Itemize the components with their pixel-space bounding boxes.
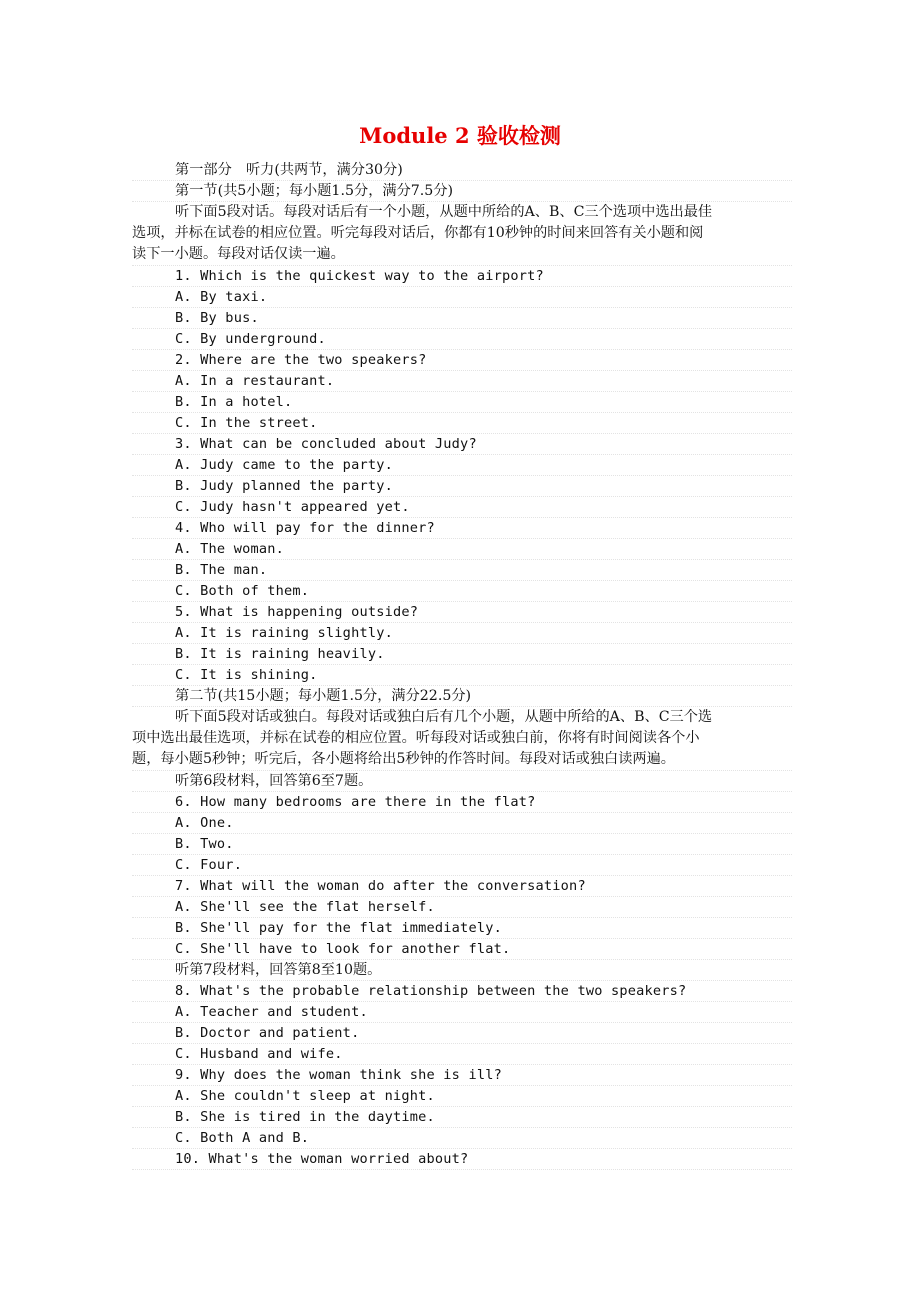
question-line: 1. Which is the quickest way to the airport? bbox=[132, 266, 792, 287]
question-line: B. Doctor and patient. bbox=[132, 1023, 792, 1044]
question-line: C. Both of them. bbox=[132, 581, 792, 602]
question-line: C. Husband and wife. bbox=[132, 1044, 792, 1065]
question-line: B. It is raining heavily. bbox=[132, 644, 792, 665]
question-line: A. She'll see the flat herself. bbox=[132, 897, 792, 918]
question-list-material6 bbox=[132, 792, 792, 960]
question-line: 3. What can be concluded about Judy? bbox=[132, 434, 792, 455]
question-line: A. The woman. bbox=[132, 539, 792, 560]
question-line: 7. What will the woman do after the conversation? bbox=[132, 876, 792, 897]
instruction-line: 选项，并标在试卷的相应位置。听完每段对话后，你都有10秒钟的时间来回答有关小题和阅 bbox=[132, 225, 704, 241]
instructions-paragraph-2 bbox=[132, 707, 792, 771]
question-line: 4. Who will pay for the dinner? bbox=[132, 518, 792, 539]
question-list-section1 bbox=[132, 266, 792, 686]
part-heading: 第一部分 听力(共两节，满分30分) bbox=[132, 160, 792, 181]
question-line: 6. How many bedrooms are there in the flat? bbox=[132, 792, 792, 813]
question-line: C. By underground. bbox=[132, 329, 792, 350]
question-line: B. She'll pay for the flat immediately. bbox=[132, 918, 792, 939]
question-line: A. It is raining slightly. bbox=[132, 623, 792, 644]
question-line: B. She is tired in the daytime. bbox=[132, 1107, 792, 1128]
page-title: Module 2 验收检测 bbox=[359, 123, 561, 148]
question-line: 5. What is happening outside? bbox=[132, 602, 792, 623]
question-line: C. It is shining. bbox=[132, 665, 792, 686]
question-line: A. Teacher and student. bbox=[132, 1002, 792, 1023]
instruction-line: 听下面5段对话。每段对话后有一个小题，从题中所给的A、B、C三个选项中选出最佳 bbox=[175, 204, 713, 220]
section-heading-2: 第二节(共15小题；每小题1.5分，满分22.5分) bbox=[132, 686, 792, 707]
instruction-line: 读下一小题。每段对话仅读一遍。 bbox=[132, 246, 345, 262]
question-line: A. Judy came to the party. bbox=[132, 455, 792, 476]
instruction-line: 题，每小题5秒钟；听完后，各小题将给出5秒钟的作答时间。每段对话或独白读两遍。 bbox=[132, 751, 675, 767]
material-heading-6: 听第6段材料，回答第6至7题。 bbox=[132, 771, 792, 792]
question-line: B. The man. bbox=[132, 560, 792, 581]
section-heading-1: 第一节(共5小题；每小题1.5分，满分7.5分) bbox=[132, 181, 792, 202]
question-line: C. She'll have to look for another flat. bbox=[132, 939, 792, 960]
question-line: B. In a hotel. bbox=[132, 392, 792, 413]
question-line: B. By bus. bbox=[132, 308, 792, 329]
question-line: 10. What's the woman worried about? bbox=[132, 1149, 792, 1170]
question-line: 2. Where are the two speakers? bbox=[132, 350, 792, 371]
question-line: 8. What's the probable relationship between the two speakers? bbox=[132, 981, 792, 1002]
document-body bbox=[132, 160, 792, 1170]
question-line: A. One. bbox=[132, 813, 792, 834]
instructions-paragraph-1 bbox=[132, 202, 792, 266]
question-line: A. By taxi. bbox=[132, 287, 792, 308]
question-line: C. Four. bbox=[132, 855, 792, 876]
question-line: A. She couldn't sleep at night. bbox=[132, 1086, 792, 1107]
question-list-material7 bbox=[132, 981, 792, 1170]
instruction-line: 听下面5段对话或独白。每段对话或独白后有几个小题，从题中所给的A、B、C三个选 bbox=[175, 709, 713, 725]
instruction-line: 项中选出最佳选项，并标在试卷的相应位置。听每段对话或独白前，你将有时间阅读各个小 bbox=[132, 730, 700, 746]
question-line: C. In the street. bbox=[132, 413, 792, 434]
question-line: C. Both A and B. bbox=[132, 1128, 792, 1149]
material-heading-7: 听第7段材料，回答第8至10题。 bbox=[132, 960, 792, 981]
question-line: B. Two. bbox=[132, 834, 792, 855]
question-line: 9. Why does the woman think she is ill? bbox=[132, 1065, 792, 1086]
question-line: B. Judy planned the party. bbox=[132, 476, 792, 497]
question-line: A. In a restaurant. bbox=[132, 371, 792, 392]
question-line: C. Judy hasn't appeared yet. bbox=[132, 497, 792, 518]
